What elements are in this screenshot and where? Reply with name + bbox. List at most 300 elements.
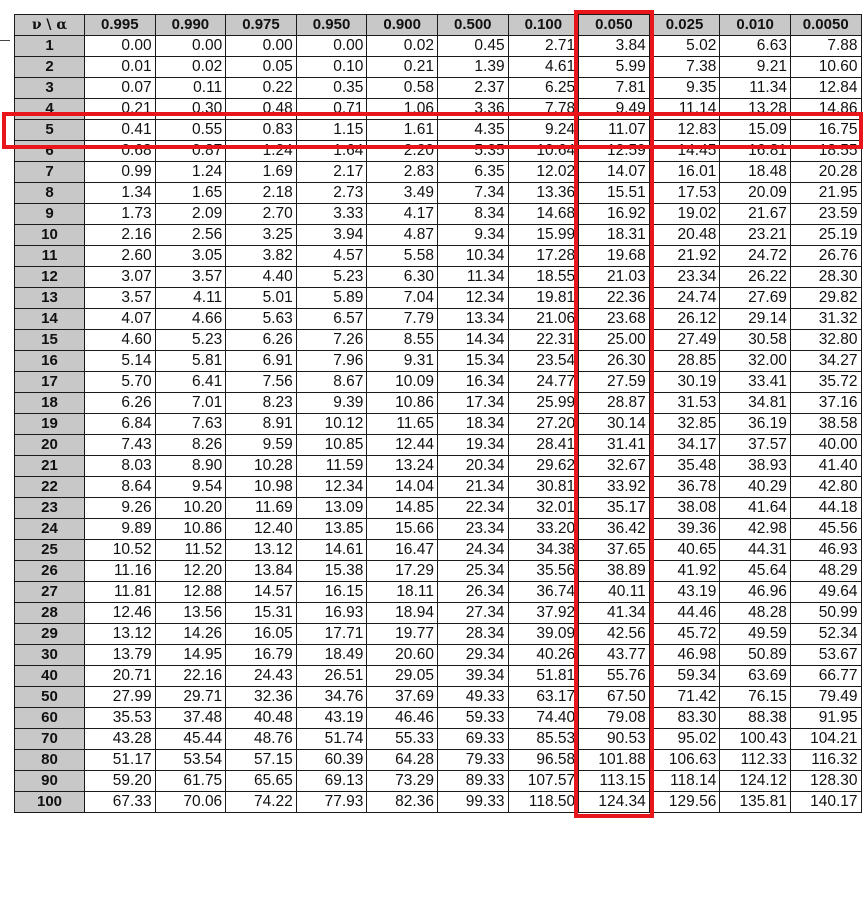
critical-value-cell: 25.19 <box>790 225 861 246</box>
critical-value-cell: 24.43 <box>226 666 297 687</box>
critical-value-cell: 13.56 <box>155 603 226 624</box>
critical-value-cell: 4.57 <box>296 246 367 267</box>
critical-value-cell: 3.94 <box>296 225 367 246</box>
critical-value-cell: 3.07 <box>85 267 156 288</box>
critical-value-cell: 30.81 <box>508 477 579 498</box>
critical-value-cell: 35.53 <box>85 708 156 729</box>
critical-value-cell: 7.34 <box>437 183 508 204</box>
critical-value-cell: 37.16 <box>790 393 861 414</box>
critical-value-cell: 5.58 <box>367 246 438 267</box>
critical-value-cell: 70.06 <box>155 792 226 813</box>
critical-value-cell: 0.71 <box>296 99 367 120</box>
critical-value-cell: 31.53 <box>649 393 720 414</box>
critical-value-cell: 6.26 <box>85 393 156 414</box>
critical-value-cell: 14.07 <box>579 162 650 183</box>
degrees-of-freedom-cell: 27 <box>15 582 85 603</box>
critical-value-cell: 8.64 <box>85 477 156 498</box>
critical-value-cell: 29.34 <box>437 645 508 666</box>
critical-value-cell: 0.21 <box>85 99 156 120</box>
critical-value-cell: 14.95 <box>155 645 226 666</box>
critical-value-cell: 67.33 <box>85 792 156 813</box>
critical-value-cell: 20.34 <box>437 456 508 477</box>
table-row <box>15 561 862 582</box>
critical-value-cell: 12.34 <box>437 288 508 309</box>
critical-value-cell: 10.28 <box>226 456 297 477</box>
table-row <box>15 57 862 78</box>
critical-value-cell: 1.15 <box>296 120 367 141</box>
critical-value-cell: 16.75 <box>790 120 861 141</box>
critical-value-cell: 35.48 <box>649 456 720 477</box>
chi-square-critical-values-table <box>14 14 862 813</box>
critical-value-cell: 0.55 <box>155 120 226 141</box>
critical-value-cell: 31.41 <box>579 435 650 456</box>
critical-value-cell: 17.71 <box>296 624 367 645</box>
critical-value-cell: 0.45 <box>437 36 508 57</box>
critical-value-cell: 25.34 <box>437 561 508 582</box>
critical-value-cell: 30.14 <box>579 414 650 435</box>
critical-value-cell: 21.34 <box>437 477 508 498</box>
critical-value-cell: 19.02 <box>649 204 720 225</box>
critical-value-cell: 18.49 <box>296 645 367 666</box>
critical-value-cell: 37.69 <box>367 687 438 708</box>
critical-value-cell: 3.57 <box>85 288 156 309</box>
critical-value-cell: 6.26 <box>226 330 297 351</box>
critical-value-cell: 37.48 <box>155 708 226 729</box>
critical-value-cell: 16.34 <box>437 372 508 393</box>
degrees-of-freedom-cell: 6 <box>15 141 85 162</box>
critical-value-cell: 42.98 <box>720 519 791 540</box>
critical-value-cell: 59.33 <box>437 708 508 729</box>
critical-value-cell: 36.74 <box>508 582 579 603</box>
critical-value-cell: 65.65 <box>226 771 297 792</box>
critical-value-cell: 67.50 <box>579 687 650 708</box>
table-row <box>15 141 862 162</box>
critical-value-cell: 5.23 <box>296 267 367 288</box>
critical-value-cell: 29.71 <box>155 687 226 708</box>
critical-value-cell: 79.33 <box>437 750 508 771</box>
critical-value-cell: 49.64 <box>790 582 861 603</box>
critical-value-cell: 43.28 <box>85 729 156 750</box>
critical-value-cell: 25.00 <box>579 330 650 351</box>
degrees-of-freedom-cell: 70 <box>15 729 85 750</box>
critical-value-cell: 5.14 <box>85 351 156 372</box>
degrees-of-freedom-cell: 23 <box>15 498 85 519</box>
critical-value-cell: 9.31 <box>367 351 438 372</box>
table-row <box>15 477 862 498</box>
critical-value-cell: 24.72 <box>720 246 791 267</box>
alpha-column-header: 0.950 <box>296 15 367 36</box>
table-row <box>15 36 862 57</box>
critical-value-cell: 6.91 <box>226 351 297 372</box>
critical-value-cell: 0.00 <box>85 36 156 57</box>
critical-value-cell: 82.36 <box>367 792 438 813</box>
critical-value-cell: 19.34 <box>437 435 508 456</box>
critical-value-cell: 1.24 <box>155 162 226 183</box>
critical-value-cell: 0.10 <box>296 57 367 78</box>
degrees-of-freedom-cell: 28 <box>15 603 85 624</box>
critical-value-cell: 17.29 <box>367 561 438 582</box>
critical-value-cell: 10.09 <box>367 372 438 393</box>
critical-value-cell: 16.92 <box>579 204 650 225</box>
critical-value-cell: 43.19 <box>649 582 720 603</box>
table-row <box>15 246 862 267</box>
critical-value-cell: 7.63 <box>155 414 226 435</box>
critical-value-cell: 46.93 <box>790 540 861 561</box>
critical-value-cell: 28.85 <box>649 351 720 372</box>
critical-value-cell: 45.44 <box>155 729 226 750</box>
critical-value-cell: 8.34 <box>437 204 508 225</box>
critical-value-cell: 28.30 <box>790 267 861 288</box>
critical-value-cell: 12.40 <box>226 519 297 540</box>
critical-value-cell: 8.55 <box>367 330 438 351</box>
critical-value-cell: 29.82 <box>790 288 861 309</box>
critical-value-cell: 6.63 <box>720 36 791 57</box>
critical-value-cell: 2.56 <box>155 225 226 246</box>
critical-value-cell: 21.03 <box>579 267 650 288</box>
critical-value-cell: 34.76 <box>296 687 367 708</box>
critical-value-cell: 2.20 <box>367 141 438 162</box>
degrees-of-freedom-cell: 22 <box>15 477 85 498</box>
critical-value-cell: 49.33 <box>437 687 508 708</box>
critical-value-cell: 26.30 <box>579 351 650 372</box>
critical-value-cell: 2.73 <box>296 183 367 204</box>
critical-value-cell: 20.28 <box>790 162 861 183</box>
critical-value-cell: 73.29 <box>367 771 438 792</box>
critical-value-cell: 10.86 <box>367 393 438 414</box>
critical-value-cell: 37.57 <box>720 435 791 456</box>
critical-value-cell: 17.34 <box>437 393 508 414</box>
critical-value-cell: 29.62 <box>508 456 579 477</box>
table-row <box>15 435 862 456</box>
critical-value-cell: 46.98 <box>649 645 720 666</box>
critical-value-cell: 118.14 <box>649 771 720 792</box>
critical-value-cell: 27.49 <box>649 330 720 351</box>
critical-value-cell: 7.96 <box>296 351 367 372</box>
critical-value-cell: 9.54 <box>155 477 226 498</box>
critical-value-cell: 8.91 <box>226 414 297 435</box>
critical-value-cell: 29.05 <box>367 666 438 687</box>
critical-value-cell: 124.12 <box>720 771 791 792</box>
critical-value-cell: 91.95 <box>790 708 861 729</box>
degrees-of-freedom-cell: 26 <box>15 561 85 582</box>
critical-value-cell: 40.26 <box>508 645 579 666</box>
critical-value-cell: 6.41 <box>155 372 226 393</box>
critical-value-cell: 2.83 <box>367 162 438 183</box>
critical-value-cell: 4.17 <box>367 204 438 225</box>
critical-value-cell: 4.11 <box>155 288 226 309</box>
degrees-of-freedom-cell: 9 <box>15 204 85 225</box>
critical-value-cell: 2.70 <box>226 204 297 225</box>
critical-value-cell: 0.07 <box>85 78 156 99</box>
critical-value-cell: 6.57 <box>296 309 367 330</box>
critical-value-cell: 31.32 <box>790 309 861 330</box>
alpha-column-header: 0.100 <box>508 15 579 36</box>
table-row <box>15 225 862 246</box>
critical-value-cell: 63.17 <box>508 687 579 708</box>
critical-value-cell: 18.31 <box>579 225 650 246</box>
critical-value-cell: 6.84 <box>85 414 156 435</box>
critical-value-cell: 22.31 <box>508 330 579 351</box>
critical-value-cell: 18.55 <box>790 141 861 162</box>
critical-value-cell: 106.63 <box>649 750 720 771</box>
critical-value-cell: 1.34 <box>85 183 156 204</box>
critical-value-cell: 12.20 <box>155 561 226 582</box>
critical-value-cell: 16.05 <box>226 624 297 645</box>
critical-value-cell: 11.14 <box>649 99 720 120</box>
critical-value-cell: 1.64 <box>296 141 367 162</box>
table-row <box>15 330 862 351</box>
critical-value-cell: 25.99 <box>508 393 579 414</box>
alpha-column-header: 0.050 <box>579 15 650 36</box>
critical-value-cell: 14.57 <box>226 582 297 603</box>
critical-value-cell: 21.92 <box>649 246 720 267</box>
critical-value-cell: 9.89 <box>85 519 156 540</box>
critical-value-cell: 35.72 <box>790 372 861 393</box>
critical-value-cell: 11.34 <box>720 78 791 99</box>
critical-value-cell: 12.02 <box>508 162 579 183</box>
critical-value-cell: 19.81 <box>508 288 579 309</box>
table-row <box>15 309 862 330</box>
critical-value-cell: 2.17 <box>296 162 367 183</box>
critical-value-cell: 27.59 <box>579 372 650 393</box>
critical-value-cell: 32.36 <box>226 687 297 708</box>
critical-value-cell: 26.12 <box>649 309 720 330</box>
table-row <box>15 624 862 645</box>
critical-value-cell: 20.48 <box>649 225 720 246</box>
degrees-of-freedom-cell: 15 <box>15 330 85 351</box>
critical-value-cell: 15.38 <box>296 561 367 582</box>
critical-value-cell: 77.93 <box>296 792 367 813</box>
critical-value-cell: 35.17 <box>579 498 650 519</box>
critical-value-cell: 39.09 <box>508 624 579 645</box>
critical-value-cell: 55.33 <box>367 729 438 750</box>
degrees-of-freedom-cell: 7 <box>15 162 85 183</box>
critical-value-cell: 34.38 <box>508 540 579 561</box>
critical-value-cell: 19.68 <box>579 246 650 267</box>
critical-value-cell: 7.81 <box>579 78 650 99</box>
critical-value-cell: 140.17 <box>790 792 861 813</box>
critical-value-cell: 5.70 <box>85 372 156 393</box>
table-row <box>15 540 862 561</box>
critical-value-cell: 63.69 <box>720 666 791 687</box>
critical-value-cell: 16.79 <box>226 645 297 666</box>
critical-value-cell: 12.83 <box>649 120 720 141</box>
degrees-of-freedom-cell: 29 <box>15 624 85 645</box>
critical-value-cell: 4.07 <box>85 309 156 330</box>
table-row <box>15 498 862 519</box>
critical-value-cell: 0.99 <box>85 162 156 183</box>
critical-value-cell: 14.26 <box>155 624 226 645</box>
critical-value-cell: 2.16 <box>85 225 156 246</box>
critical-value-cell: 0.02 <box>155 57 226 78</box>
degrees-of-freedom-cell: 30 <box>15 645 85 666</box>
degrees-of-freedom-cell: 5 <box>15 120 85 141</box>
critical-value-cell: 20.71 <box>85 666 156 687</box>
critical-value-cell: 13.79 <box>85 645 156 666</box>
critical-value-cell: 16.93 <box>296 603 367 624</box>
critical-value-cell: 51.74 <box>296 729 367 750</box>
critical-value-cell: 9.21 <box>720 57 791 78</box>
critical-value-cell: 48.76 <box>226 729 297 750</box>
critical-value-cell: 4.60 <box>85 330 156 351</box>
critical-value-cell: 11.81 <box>85 582 156 603</box>
critical-value-cell: 15.31 <box>226 603 297 624</box>
critical-value-cell: 28.34 <box>437 624 508 645</box>
critical-value-cell: 14.85 <box>367 498 438 519</box>
critical-value-cell: 18.48 <box>720 162 791 183</box>
table-row <box>15 120 862 141</box>
critical-value-cell: 11.65 <box>367 414 438 435</box>
critical-value-cell: 88.38 <box>720 708 791 729</box>
critical-value-cell: 10.64 <box>508 141 579 162</box>
alpha-column-header: 0.010 <box>720 15 791 36</box>
critical-value-cell: 5.35 <box>437 141 508 162</box>
critical-value-cell: 50.99 <box>790 603 861 624</box>
critical-value-cell: 7.04 <box>367 288 438 309</box>
critical-value-cell: 9.34 <box>437 225 508 246</box>
critical-value-cell: 26.51 <box>296 666 367 687</box>
degrees-of-freedom-cell: 90 <box>15 771 85 792</box>
critical-value-cell: 6.30 <box>367 267 438 288</box>
critical-value-cell: 10.85 <box>296 435 367 456</box>
table-row <box>15 78 862 99</box>
degrees-of-freedom-cell: 10 <box>15 225 85 246</box>
critical-value-cell: 46.96 <box>720 582 791 603</box>
critical-value-cell: 3.36 <box>437 99 508 120</box>
critical-value-cell: 10.98 <box>226 477 297 498</box>
critical-value-cell: 5.81 <box>155 351 226 372</box>
critical-value-cell: 40.29 <box>720 477 791 498</box>
critical-value-cell: 15.34 <box>437 351 508 372</box>
critical-value-cell: 7.26 <box>296 330 367 351</box>
critical-value-cell: 0.00 <box>296 36 367 57</box>
critical-value-cell: 74.40 <box>508 708 579 729</box>
table-row <box>15 183 862 204</box>
critical-value-cell: 44.18 <box>790 498 861 519</box>
critical-value-cell: 135.81 <box>720 792 791 813</box>
critical-value-cell: 39.34 <box>437 666 508 687</box>
critical-value-cell: 52.34 <box>790 624 861 645</box>
critical-value-cell: 11.59 <box>296 456 367 477</box>
critical-value-cell: 8.03 <box>85 456 156 477</box>
degrees-of-freedom-cell: 17 <box>15 372 85 393</box>
table-row <box>15 729 862 750</box>
critical-value-cell: 15.99 <box>508 225 579 246</box>
critical-value-cell: 38.89 <box>579 561 650 582</box>
critical-value-cell: 10.34 <box>437 246 508 267</box>
critical-value-cell: 23.34 <box>649 267 720 288</box>
critical-value-cell: 124.34 <box>579 792 650 813</box>
critical-value-cell: 44.31 <box>720 540 791 561</box>
critical-value-cell: 35.56 <box>508 561 579 582</box>
critical-value-cell: 27.99 <box>85 687 156 708</box>
critical-value-cell: 96.58 <box>508 750 579 771</box>
critical-value-cell: 0.87 <box>155 141 226 162</box>
critical-value-cell: 0.41 <box>85 120 156 141</box>
critical-value-cell: 49.59 <box>720 624 791 645</box>
critical-value-cell: 13.36 <box>508 183 579 204</box>
critical-value-cell: 101.88 <box>579 750 650 771</box>
critical-value-cell: 116.32 <box>790 750 861 771</box>
critical-value-cell: 18.34 <box>437 414 508 435</box>
critical-value-cell: 9.35 <box>649 78 720 99</box>
critical-value-cell: 3.57 <box>155 267 226 288</box>
table-body <box>15 36 862 813</box>
critical-value-cell: 38.93 <box>720 456 791 477</box>
critical-value-cell: 6.35 <box>437 162 508 183</box>
critical-value-cell: 40.65 <box>649 540 720 561</box>
critical-value-cell: 41.92 <box>649 561 720 582</box>
degrees-of-freedom-cell: 12 <box>15 267 85 288</box>
critical-value-cell: 7.56 <box>226 372 297 393</box>
critical-value-cell: 24.34 <box>437 540 508 561</box>
critical-value-cell: 0.22 <box>226 78 297 99</box>
degrees-of-freedom-cell: 4 <box>15 99 85 120</box>
degrees-of-freedom-cell: 14 <box>15 309 85 330</box>
critical-value-cell: 41.64 <box>720 498 791 519</box>
critical-value-cell: 129.56 <box>649 792 720 813</box>
critical-value-cell: 33.41 <box>720 372 791 393</box>
critical-value-cell: 79.08 <box>579 708 650 729</box>
critical-value-cell: 23.21 <box>720 225 791 246</box>
critical-value-cell: 3.05 <box>155 246 226 267</box>
critical-value-cell: 12.59 <box>579 141 650 162</box>
critical-value-cell: 16.81 <box>720 141 791 162</box>
critical-value-cell: 9.39 <box>296 393 367 414</box>
critical-value-cell: 3.33 <box>296 204 367 225</box>
critical-value-cell: 15.09 <box>720 120 791 141</box>
critical-value-cell: 59.34 <box>649 666 720 687</box>
critical-value-cell: 36.42 <box>579 519 650 540</box>
critical-value-cell: 0.21 <box>367 57 438 78</box>
critical-value-cell: 19.77 <box>367 624 438 645</box>
critical-value-cell: 27.20 <box>508 414 579 435</box>
critical-value-cell: 76.15 <box>720 687 791 708</box>
critical-value-cell: 8.23 <box>226 393 297 414</box>
critical-value-cell: 107.57 <box>508 771 579 792</box>
critical-value-cell: 18.94 <box>367 603 438 624</box>
critical-value-cell: 14.86 <box>790 99 861 120</box>
critical-value-cell: 7.78 <box>508 99 579 120</box>
critical-value-cell: 3.82 <box>226 246 297 267</box>
critical-value-cell: 0.02 <box>367 36 438 57</box>
critical-value-cell: 0.00 <box>155 36 226 57</box>
table-row <box>15 414 862 435</box>
critical-value-cell: 4.66 <box>155 309 226 330</box>
alpha-column-header: 0.0050 <box>790 15 861 36</box>
margin-tick-mark <box>0 40 10 41</box>
degrees-of-freedom-cell: 16 <box>15 351 85 372</box>
critical-value-cell: 11.07 <box>579 120 650 141</box>
critical-value-cell: 38.08 <box>649 498 720 519</box>
table-row <box>15 288 862 309</box>
critical-value-cell: 8.67 <box>296 372 367 393</box>
critical-value-cell: 0.00 <box>226 36 297 57</box>
critical-value-cell: 1.39 <box>437 57 508 78</box>
table-row <box>15 603 862 624</box>
critical-value-cell: 9.59 <box>226 435 297 456</box>
critical-value-cell: 0.58 <box>367 78 438 99</box>
critical-value-cell: 23.34 <box>437 519 508 540</box>
degrees-of-freedom-cell: 21 <box>15 456 85 477</box>
critical-value-cell: 60.39 <box>296 750 367 771</box>
degrees-of-freedom-cell: 60 <box>15 708 85 729</box>
critical-value-cell: 57.15 <box>226 750 297 771</box>
critical-value-cell: 12.84 <box>790 78 861 99</box>
critical-value-cell: 1.65 <box>155 183 226 204</box>
critical-value-cell: 4.87 <box>367 225 438 246</box>
critical-value-cell: 89.33 <box>437 771 508 792</box>
